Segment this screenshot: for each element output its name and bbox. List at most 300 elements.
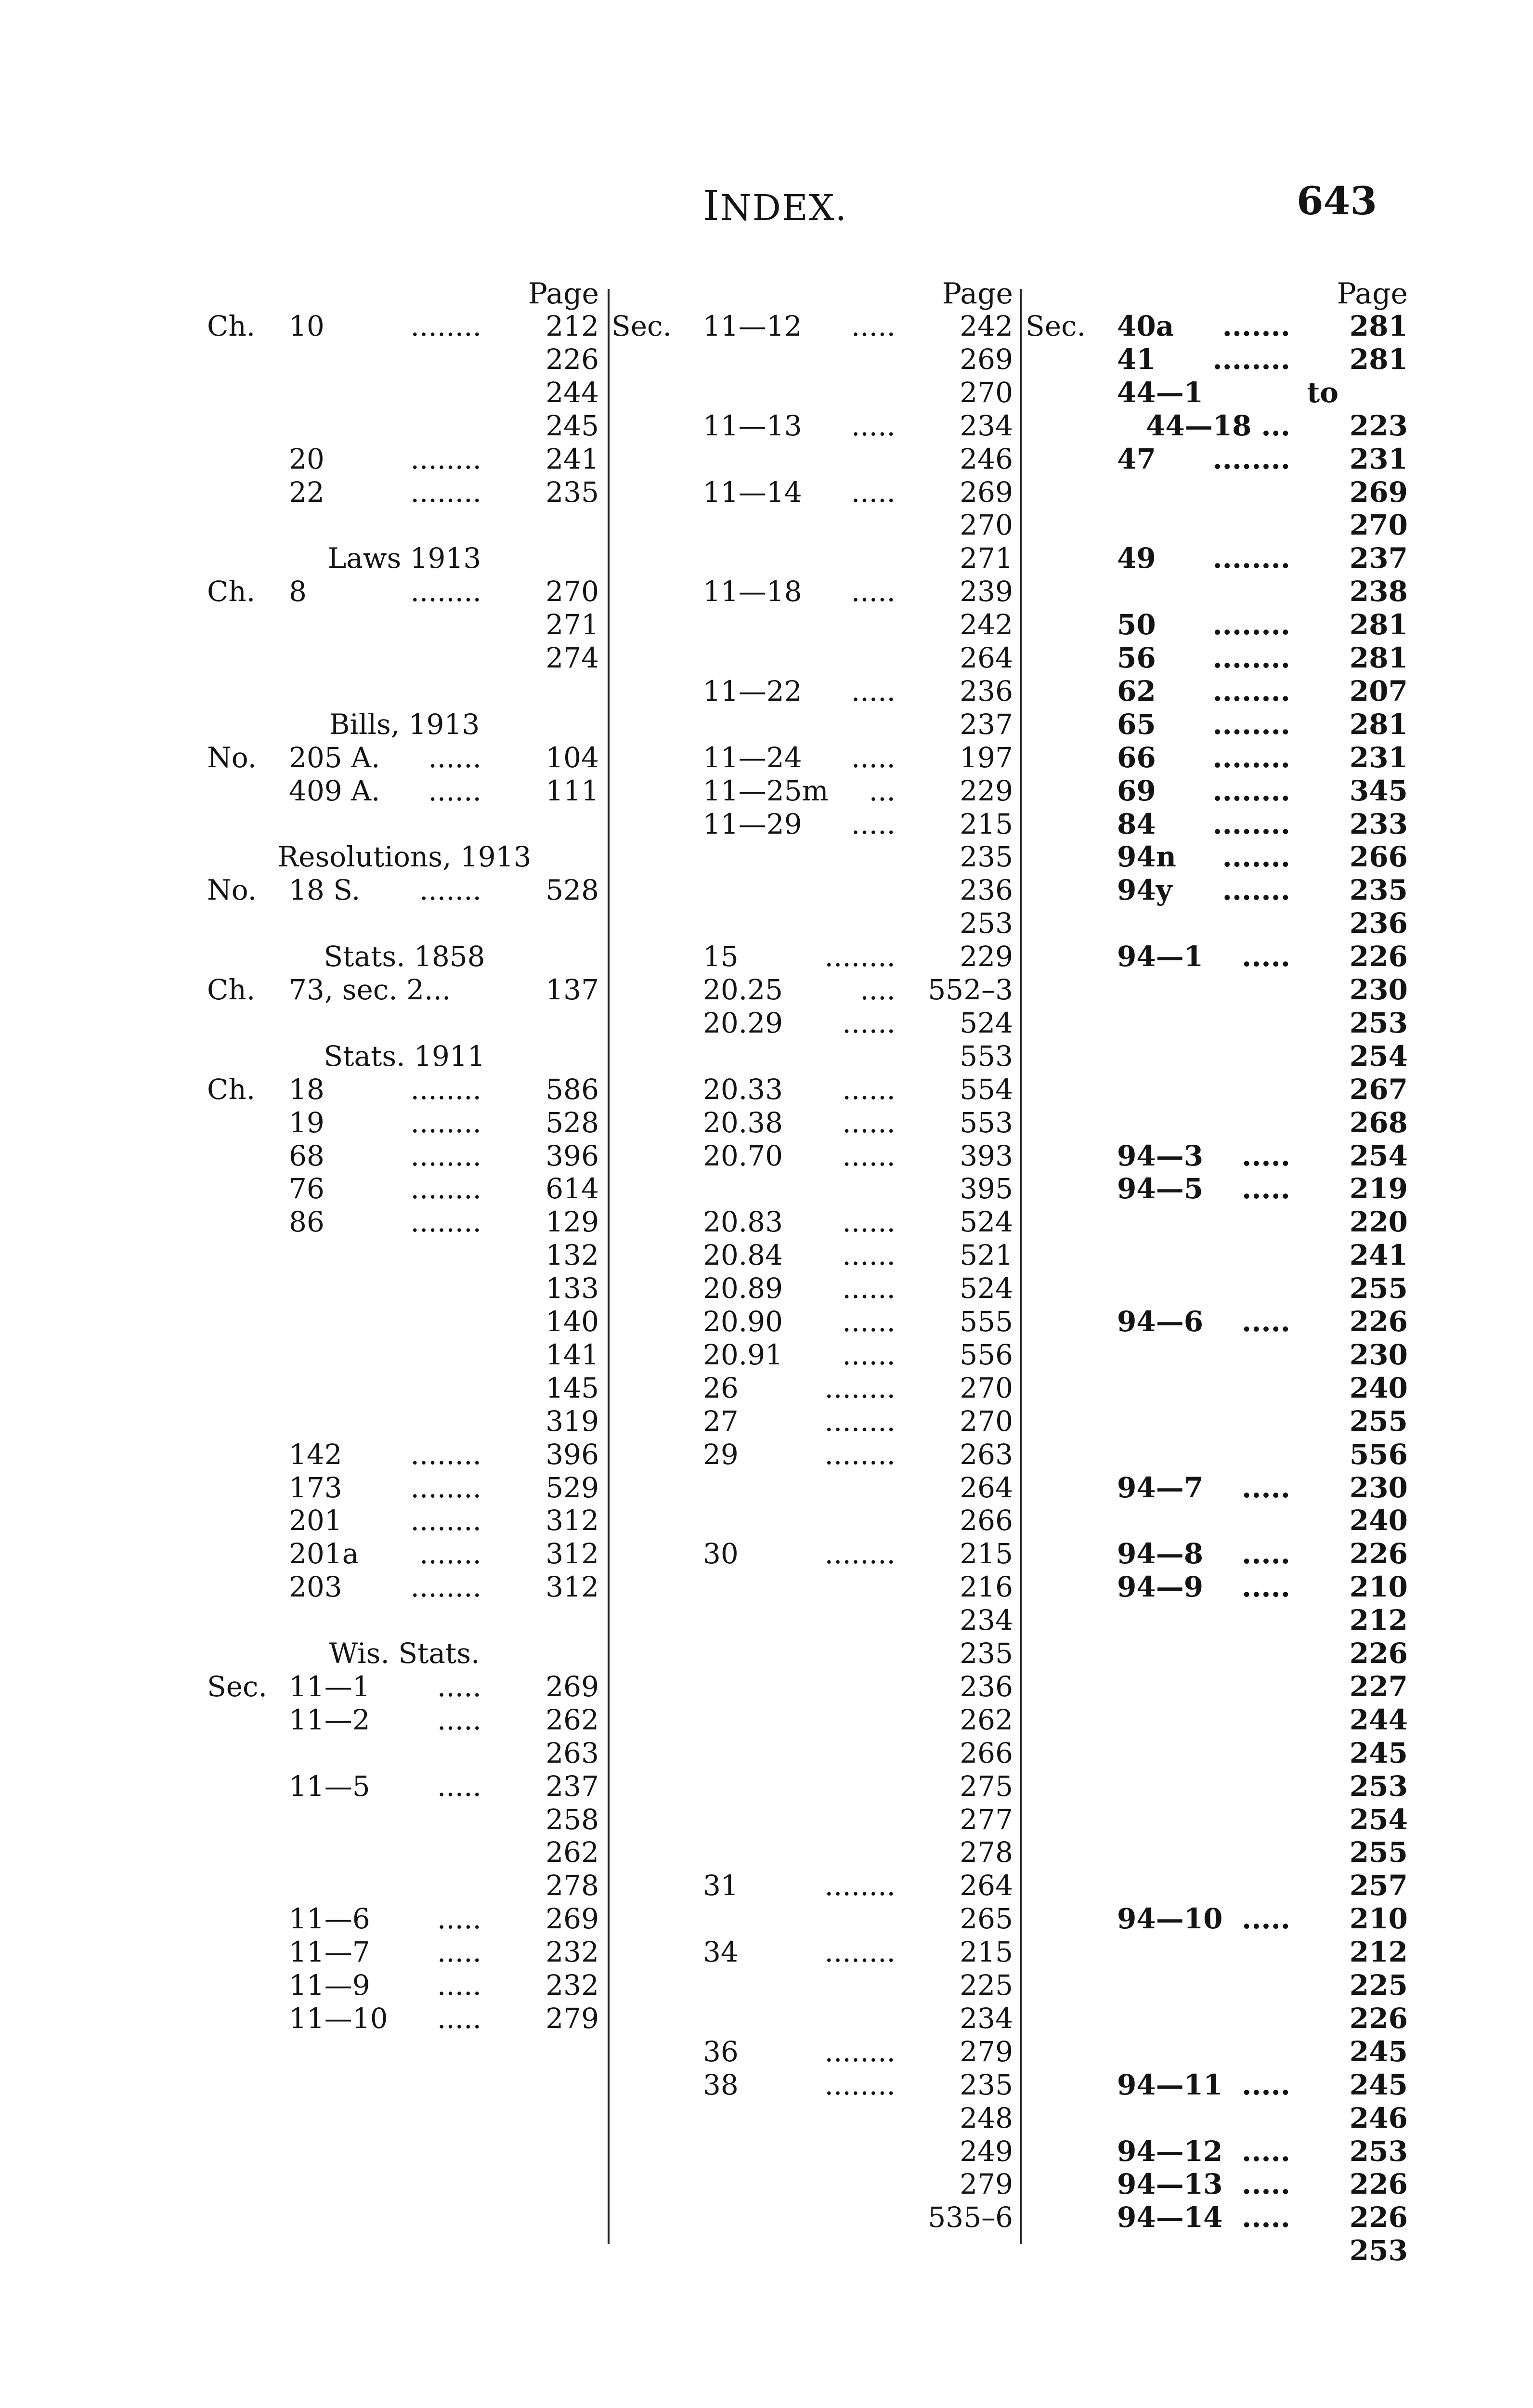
page-reference: 393 xyxy=(960,1139,1013,1172)
index-entry xyxy=(607,1205,1021,1238)
index-entry xyxy=(1021,443,1416,475)
page-reference: 586 xyxy=(546,1073,599,1106)
leader-dots: ........ xyxy=(1212,707,1290,741)
leader-dots: ........ xyxy=(410,1438,481,1471)
entry-number: 69 xyxy=(1117,774,1156,807)
page-reference: 528 xyxy=(546,874,599,907)
index-entry xyxy=(1021,2201,1416,2234)
page-reference: 245 xyxy=(1349,2035,1408,2068)
leader-dots: ........ xyxy=(824,2035,896,2068)
page-reference: 236 xyxy=(960,674,1013,707)
index-entry xyxy=(202,1836,607,1869)
entry-number: 44—1 xyxy=(1117,376,1204,409)
index-entry xyxy=(1021,509,1416,541)
page-reference: 614 xyxy=(546,1172,599,1205)
page-reference: 227 xyxy=(1349,1670,1408,1703)
page-reference: 240 xyxy=(1349,1504,1408,1537)
index-entry xyxy=(1021,1007,1416,1039)
page-reference: 141 xyxy=(546,1338,599,1371)
entry-number: 11—22 xyxy=(703,674,802,707)
index-entry xyxy=(607,1139,1021,1172)
index-entry xyxy=(607,940,1021,973)
index-entry xyxy=(607,1405,1021,1438)
page-reference: 226 xyxy=(1349,2168,1408,2201)
page-reference: 236 xyxy=(1349,907,1408,940)
index-entry xyxy=(1021,1205,1416,1238)
page-reference: 231 xyxy=(1349,741,1408,774)
index-entry xyxy=(607,1040,1021,1073)
entry-number: 94—13 xyxy=(1117,2168,1223,2201)
index-entry xyxy=(1021,575,1416,608)
page-reference: 235 xyxy=(960,840,1013,874)
page-reference: 235 xyxy=(1349,874,1408,907)
entry-number: 11—6 xyxy=(289,1902,370,1936)
index-entry xyxy=(202,1670,607,1703)
leader-dots: ........ xyxy=(410,575,481,608)
leader-dots: ..... xyxy=(437,1670,481,1703)
index-entry xyxy=(1021,2234,1416,2267)
section-heading xyxy=(202,840,607,873)
page-reference: 319 xyxy=(546,1404,599,1438)
index-entry xyxy=(607,1272,1021,1305)
page-reference: 241 xyxy=(546,442,599,475)
index-entry xyxy=(607,1372,1021,1404)
page-reference: 249 xyxy=(960,2134,1013,2168)
index-column-1 xyxy=(202,277,607,2247)
index-entry xyxy=(607,874,1021,906)
index-entry xyxy=(1021,907,1416,940)
page-reference: 278 xyxy=(546,1869,599,1902)
entry-number: 27 xyxy=(703,1404,739,1438)
page-reference: 216 xyxy=(960,1570,1013,1604)
index-entry xyxy=(1021,808,1416,840)
page-reference: 253 xyxy=(960,907,1013,940)
leader-dots: ........ xyxy=(1212,741,1290,774)
index-entry xyxy=(202,1272,607,1305)
entry-number: 20.70 xyxy=(703,1139,783,1172)
page-reference: 269 xyxy=(1349,475,1408,509)
page-reference: 278 xyxy=(960,1836,1013,1869)
column-divider-1 xyxy=(608,289,610,2244)
entry-number: 15 xyxy=(703,940,739,973)
page-reference: 137 xyxy=(546,973,599,1006)
page-reference: 553 xyxy=(960,1039,1013,1073)
index-entry xyxy=(607,376,1021,409)
page-reference: 225 xyxy=(960,1969,1013,2002)
index-entry xyxy=(202,376,607,409)
entry-number: 94—5 xyxy=(1117,1172,1204,1205)
page-number: 643 xyxy=(1297,178,1377,223)
index-entry xyxy=(1021,1670,1416,1703)
entry-number: 36 xyxy=(703,2035,739,2068)
index-entry xyxy=(1021,874,1416,906)
page-reference: 254 xyxy=(1349,1803,1408,1836)
leader-dots: ........ xyxy=(824,2068,896,2101)
index-entry xyxy=(202,1737,607,1769)
leader-dots: ...... xyxy=(842,1338,896,1371)
leader-dots: ..... xyxy=(1242,1570,1290,1604)
page-reference: 255 xyxy=(1349,1836,1408,1869)
page-reference: 236 xyxy=(960,874,1013,907)
page-reference: 266 xyxy=(960,1736,1013,1769)
entry-number: 65 xyxy=(1117,707,1156,741)
leader-dots: ........ xyxy=(410,1570,481,1604)
page-reference: 240 xyxy=(1349,1371,1408,1404)
page-reference: 253 xyxy=(1349,1769,1408,1803)
leader-dots: ........ xyxy=(410,475,481,509)
index-entry xyxy=(202,2002,607,2035)
page-reference: 230 xyxy=(1349,973,1408,1006)
page-reference: 212 xyxy=(1349,1936,1408,1969)
page-reference: 210 xyxy=(1349,1570,1408,1604)
page-reference: 235 xyxy=(546,475,599,509)
page-reference: 236 xyxy=(960,1670,1013,1703)
entry-number: 94—3 xyxy=(1117,1139,1204,1172)
page-reference: 279 xyxy=(960,2168,1013,2201)
column-divider-2 xyxy=(1020,289,1022,2244)
page-reference: 265 xyxy=(960,1902,1013,1936)
page-reference: 257 xyxy=(1349,1869,1408,1902)
index-entry xyxy=(1021,2102,1416,2134)
leader-dots: ........ xyxy=(410,1073,481,1106)
leader-dots: ........ xyxy=(1212,608,1290,641)
page-reference: 254 xyxy=(1349,1139,1408,1172)
index-entry xyxy=(607,2135,1021,2168)
leader-dots: ..... xyxy=(851,475,896,509)
page-reference: 270 xyxy=(960,509,1013,542)
page-reference: 264 xyxy=(960,1869,1013,1902)
page-reference: 226 xyxy=(1349,2002,1408,2035)
index-entry xyxy=(1021,1803,1416,1836)
index-entry xyxy=(607,2068,1021,2101)
leader-dots: ..... xyxy=(1242,2168,1290,2201)
index-entry xyxy=(607,1305,1021,1338)
entry-number: 34 xyxy=(703,1936,739,1969)
index-entry xyxy=(202,1869,607,1902)
entry-number: 66 xyxy=(1117,741,1156,774)
page-reference: 220 xyxy=(1349,1205,1408,1239)
page-reference: 266 xyxy=(960,1504,1013,1537)
entry-prefix: Ch. xyxy=(207,1073,256,1106)
index-entry xyxy=(607,741,1021,774)
page-reference: 277 xyxy=(960,1803,1013,1836)
leader-dots: ..... xyxy=(1242,1902,1290,1936)
section-heading xyxy=(202,1040,607,1073)
index-entry xyxy=(1021,1372,1416,1404)
page-reference: 528 xyxy=(546,1106,599,1139)
page-reference: 241 xyxy=(1349,1239,1408,1272)
entry-number: 94—8 xyxy=(1117,1537,1204,1570)
entry-prefix: Ch. xyxy=(207,575,256,608)
leader-dots: ...... xyxy=(428,741,481,774)
entry-prefix: Sec. xyxy=(207,1670,267,1703)
entry-number: 50 xyxy=(1117,608,1156,641)
index-entry xyxy=(1021,1869,1416,1902)
page-reference: 246 xyxy=(960,442,1013,475)
index-entry xyxy=(1021,1338,1416,1371)
page-reference: 395 xyxy=(960,1172,1013,1205)
leader-dots: ........ xyxy=(410,1205,481,1239)
leader-dots: ..... xyxy=(1242,2068,1290,2101)
index-entry xyxy=(1021,1073,1416,1106)
entry-number: 11—10 xyxy=(289,2002,388,2035)
entry-number: 47 xyxy=(1117,442,1156,475)
leader-dots: ...... xyxy=(842,1205,896,1239)
leader-dots: ........ xyxy=(410,310,481,342)
page-reference: 524 xyxy=(960,1205,1013,1239)
index-entry xyxy=(202,1172,607,1205)
index-entry xyxy=(607,409,1021,442)
page-reference: 232 xyxy=(546,1969,599,2002)
index-entry xyxy=(1021,376,1416,409)
page-reference: 232 xyxy=(546,1936,599,1969)
index-entry xyxy=(1021,2035,1416,2068)
index-entry xyxy=(1021,1139,1416,1172)
page-label: Page xyxy=(528,277,599,311)
index-entry xyxy=(1021,1504,1416,1537)
page-reference: 226 xyxy=(1349,1305,1408,1338)
index-entry xyxy=(607,1438,1021,1471)
index-entry xyxy=(607,2102,1021,2134)
index-entry xyxy=(1021,1902,1416,1935)
section-heading xyxy=(202,542,607,575)
index-entry xyxy=(607,641,1021,674)
index-entry xyxy=(607,1570,1021,1603)
entry-number: 173 xyxy=(289,1471,342,1504)
leader-dots: ....... xyxy=(419,1537,481,1570)
entry-number: 8 xyxy=(289,575,307,608)
page-reference: 255 xyxy=(1349,1272,1408,1305)
entry-prefix: No. xyxy=(207,874,257,907)
entry-number: 44—18 xyxy=(1146,409,1252,442)
leader-dots: ....... xyxy=(1222,310,1290,342)
index-entry xyxy=(1021,1737,1416,1769)
index-entry xyxy=(202,1007,607,1039)
entry-number: 49 xyxy=(1117,542,1156,575)
index-entry xyxy=(202,973,607,1006)
index-entry xyxy=(607,608,1021,641)
leader-dots: ........ xyxy=(1212,542,1290,575)
index-entry xyxy=(1021,675,1416,707)
entry-number: 62 xyxy=(1117,674,1156,707)
page-reference: 262 xyxy=(546,1703,599,1736)
page-reference: 246 xyxy=(1349,2101,1408,2134)
page-reference: 275 xyxy=(960,1769,1013,1803)
page-reference: 270 xyxy=(1349,509,1408,542)
entry-number: 10 xyxy=(289,310,325,342)
index-entry xyxy=(1021,310,1416,342)
page-reference: 226 xyxy=(1349,940,1408,973)
index-entry xyxy=(1021,343,1416,376)
entry-number: 11—29 xyxy=(703,807,802,840)
leader-dots: ........ xyxy=(1212,774,1290,807)
page-reference: 258 xyxy=(546,1803,599,1836)
index-entry xyxy=(607,1936,1021,1968)
page-reference: 264 xyxy=(960,641,1013,674)
leader-dots: ...... xyxy=(842,1106,896,1139)
index-entry xyxy=(607,1537,1021,1570)
index-entry xyxy=(607,840,1021,873)
index-entry xyxy=(1021,973,1416,1006)
entry-number: 94—12 xyxy=(1117,2134,1223,2168)
entry-number: 94n xyxy=(1117,840,1176,874)
index-entry xyxy=(1021,1239,1416,1271)
entry-number: 11—5 xyxy=(289,1769,370,1803)
entry-number: 11—13 xyxy=(703,409,802,442)
entry-number: 30 xyxy=(703,1537,739,1570)
page-reference: 230 xyxy=(1349,1471,1408,1504)
entry-number: 86 xyxy=(289,1205,325,1239)
index-column-3 xyxy=(1021,277,1416,2267)
page-reference: 226 xyxy=(1349,1537,1408,1570)
leader-dots: ..... xyxy=(851,409,896,442)
index-entry xyxy=(202,608,607,641)
leader-dots: ........ xyxy=(410,442,481,475)
page-reference: 197 xyxy=(960,741,1013,774)
index-entry xyxy=(1021,1936,1416,1968)
leader-dots: ...... xyxy=(842,1305,896,1338)
index-entry xyxy=(607,973,1021,1006)
index-entry xyxy=(607,1703,1021,1736)
index-entry xyxy=(607,509,1021,541)
entry-number: 94—10 xyxy=(1117,1902,1223,1936)
index-entry xyxy=(1021,1106,1416,1139)
index-entry xyxy=(607,1471,1021,1504)
entry-number: 18 S. xyxy=(289,874,361,907)
index-entry xyxy=(202,575,607,608)
index-entry xyxy=(607,1902,1021,1935)
leader-dots: ..... xyxy=(1242,1172,1290,1205)
page-reference: 279 xyxy=(960,2035,1013,2068)
leader-dots: ....... xyxy=(419,874,481,907)
page-reference: 269 xyxy=(960,342,1013,376)
entry-number: 20.89 xyxy=(703,1272,783,1305)
entry-number: 94—14 xyxy=(1117,2201,1223,2234)
entry-number: 20.84 xyxy=(703,1239,783,1272)
index-entry xyxy=(607,1073,1021,1106)
page-reference: 267 xyxy=(1349,1073,1408,1106)
entry-number: 31 xyxy=(703,1869,739,1902)
index-entry xyxy=(1021,1836,1416,1869)
index-entry xyxy=(202,310,607,342)
entry-number: 73, sec. 2... xyxy=(289,973,451,1006)
page-reference: 231 xyxy=(1349,442,1408,475)
page-reference: 212 xyxy=(546,310,599,342)
entry-number: 38 xyxy=(703,2068,739,2101)
leader-dots: ..... xyxy=(437,1902,481,1936)
page-reference: 281 xyxy=(1349,641,1408,674)
index-entry xyxy=(1021,2168,1416,2200)
index-entry xyxy=(202,1570,607,1603)
entry-number: 11—25m xyxy=(703,774,829,807)
entry-number: 56 xyxy=(1117,641,1156,674)
page-reference: 262 xyxy=(546,1836,599,1869)
page-reference: 234 xyxy=(960,2002,1013,2035)
entry-number: 94y xyxy=(1117,874,1172,907)
index-entry xyxy=(607,1637,1021,1670)
index-entry xyxy=(607,907,1021,940)
page-reference: 279 xyxy=(546,2002,599,2035)
leader-dots: ..... xyxy=(437,1936,481,1969)
index-entry xyxy=(607,542,1021,575)
page-reference: 253 xyxy=(1349,1006,1408,1039)
index-entry xyxy=(202,741,607,774)
entry-number: 203 xyxy=(289,1570,342,1604)
entry-number: 11—14 xyxy=(703,475,802,509)
page-reference: 226 xyxy=(1349,2201,1408,2234)
page-reference: 245 xyxy=(1349,2068,1408,2101)
index-entry xyxy=(202,1803,607,1836)
index-entry xyxy=(1021,774,1416,807)
index-entry xyxy=(202,476,607,509)
leader-dots: ...... xyxy=(842,1073,896,1106)
leader-dots: ....... xyxy=(1222,874,1290,907)
page-reference: 269 xyxy=(546,1670,599,1703)
index-entry xyxy=(607,575,1021,608)
leader-dots: ..... xyxy=(437,1703,481,1736)
page-reference: 281 xyxy=(1349,608,1408,641)
page-reference: 242 xyxy=(960,608,1013,641)
page-reference: 266 xyxy=(1349,840,1408,874)
index-entry xyxy=(202,409,607,442)
leader-dots: ..... xyxy=(851,674,896,707)
leader-dots: ........ xyxy=(824,1869,896,1902)
index-entry xyxy=(202,1139,607,1172)
index-entry xyxy=(607,443,1021,475)
index-entry xyxy=(202,343,607,376)
index-entry xyxy=(202,641,607,674)
leader-dots: ..... xyxy=(1242,1537,1290,1570)
section-heading-text: Stats. 1858 xyxy=(324,940,485,973)
index-entry xyxy=(607,1869,1021,1902)
index-entry xyxy=(1021,1272,1416,1305)
page-reference: 255 xyxy=(1349,1404,1408,1438)
page-reference: 552–3 xyxy=(928,973,1013,1006)
leader-dots: ...... xyxy=(842,1272,896,1305)
page-reference: 270 xyxy=(960,1404,1013,1438)
page-reference: 244 xyxy=(546,376,599,409)
page-reference: 233 xyxy=(1349,807,1408,840)
entry-number: 68 xyxy=(289,1139,325,1172)
page-reference: 268 xyxy=(1349,1106,1408,1139)
index-entry xyxy=(1021,1438,1416,1471)
page-reference: 281 xyxy=(1349,707,1408,741)
index-entry xyxy=(202,1902,607,1935)
leader-dots: ...... xyxy=(842,1239,896,1272)
page-reference: 226 xyxy=(546,342,599,376)
index-entry xyxy=(1021,476,1416,509)
index-entry xyxy=(607,1106,1021,1139)
page-reference: 129 xyxy=(546,1205,599,1239)
entry-number: 20.90 xyxy=(703,1305,783,1338)
leader-dots: ..... xyxy=(851,575,896,608)
index-entry xyxy=(202,1438,607,1471)
section-heading xyxy=(202,708,607,741)
index-entry xyxy=(1021,2002,1416,2035)
entry-prefix: Sec. xyxy=(611,310,672,342)
entry-number: 26 xyxy=(703,1371,739,1404)
page-reference: 237 xyxy=(546,1769,599,1803)
index-entry xyxy=(1021,1172,1416,1205)
page-reference: 237 xyxy=(1349,542,1408,575)
index-entry xyxy=(202,509,607,541)
index-entry xyxy=(607,476,1021,509)
index-entry xyxy=(202,907,607,940)
index-entry xyxy=(202,1703,607,1736)
page-reference: 225 xyxy=(1349,1969,1408,2002)
entry-number: 20.83 xyxy=(703,1205,783,1239)
page-reference: 263 xyxy=(960,1438,1013,1471)
